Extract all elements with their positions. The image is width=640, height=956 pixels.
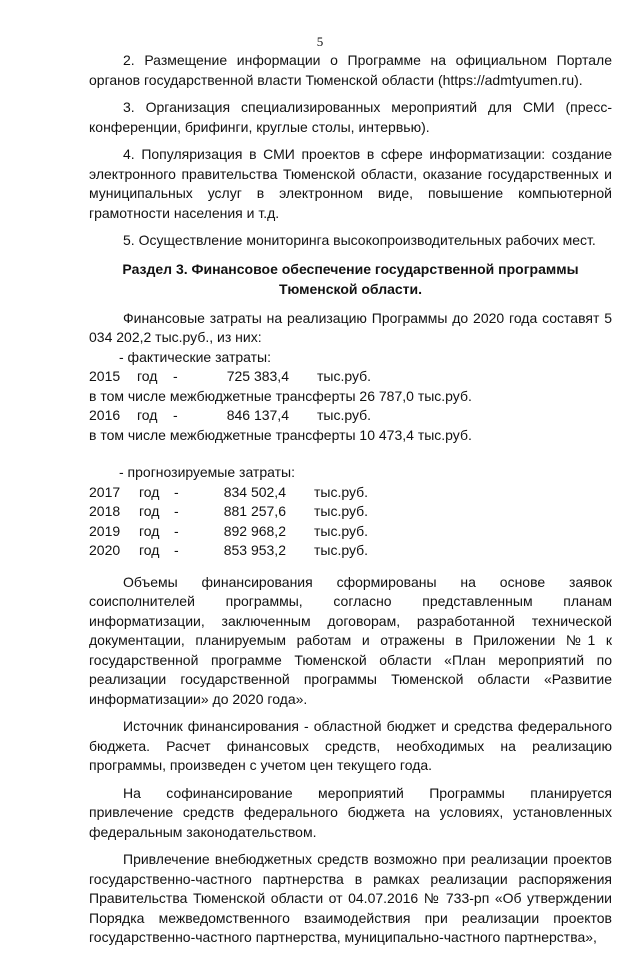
transfer-line-2015: в том числе межбюджетные трансферты 26 787,0 тыс.руб. [89, 387, 472, 404]
section-title-line-1: Раздел 3. Финансовое обеспечение государственной программы [122, 260, 579, 277]
cost-year: 2015 [89, 368, 121, 384]
cost-year-word: год [137, 368, 158, 384]
forecast-amount: 853 953,2 [223, 542, 286, 558]
cost-year: 2016 [89, 407, 121, 423]
section-title [89, 259, 612, 299]
cost-amount: 846 137,4 [226, 407, 289, 423]
forecast-row-2019 [89, 522, 612, 542]
list-item-3: 3. Организация специализированных мероприятий для СМИ (пресс-конференции, брифинги, круглые столы, интервью). [89, 99, 612, 135]
forecast-year: 2020 [89, 542, 121, 558]
forecast-amount: 834 502,4 [223, 483, 286, 500]
cost-row-2015 [89, 367, 612, 387]
cost-dash: - [173, 368, 178, 384]
forecast-amount: 881 257,6 [223, 503, 286, 519]
transfer-line-2016: в том числе межбюджетные трансферты 10 473,4 тыс.руб. [89, 426, 472, 443]
extrabudgetary-paragraph: Привлечение внебюджетных средств возможно при реализации проектов государственно-частного партнерства в рамках реализации распоряжения Правительства Тюменской области от 04.07.2016 № 733-рп «Об утверждении Порядка межведомственного взаимодействия при реализации проектов государственно-частного партнерства, муниципально-частного партнерства», [89, 851, 612, 945]
forecast-row-2018 [89, 502, 612, 522]
forecast-year: 2019 [89, 522, 121, 539]
page-number: 5 [316, 34, 324, 49]
forecast-year: 2017 [89, 483, 121, 500]
forecast-year-word: год [139, 522, 160, 539]
forecast-dash: - [174, 483, 179, 500]
finance-intro: Финансовые затраты на реализацию Программы до 2020 года составят 5 034 202,2 тыс.руб., из них: [89, 309, 612, 345]
actual-costs-heading: - фактические затраты: [119, 348, 272, 365]
financing-source-paragraph: Источник финансирования - областной бюджет и средства федерального бюджета. Расчет финансовых средств, необходимых на реализацию программы, произведен с учетом цен текущего года. [89, 718, 612, 773]
forecast-unit: тыс.руб. [314, 522, 369, 539]
list-item-4: 4. Популяризация в СМИ проектов в сфере информатизации: создание электронного правительства Тюменской области, оказание государственных и муниципальных услуг в электронном виде, повышение компьютерной грамотности населения и т.д. [89, 146, 612, 221]
forecast-year-word: год [139, 483, 160, 500]
cost-dash: - [173, 407, 178, 423]
forecast-year: 2018 [89, 503, 121, 519]
forecast-dash: - [174, 503, 179, 519]
forecast-year-word: год [139, 503, 160, 519]
forecast-unit: тыс.руб. [314, 503, 369, 519]
financing-volumes-paragraph: Объемы финансирования сформированы на основе заявок соисполнителей программы, согласно представленным планам информатизации, заключенным договорам, разработанной технической документации, планируемым работам и отражены в Приложении №1 к государственной программе Тюменской области «План мероприятий по реализации государственной программы Тюменской области «Развитие информатизации» до 2020 года». [89, 573, 612, 707]
forecast-unit: тыс.руб. [314, 483, 369, 500]
document-body [89, 51, 612, 956]
forecast-row-2020 [89, 541, 612, 561]
list-item-2: 2. Размещение информации о Программе на официальном Портале органов государственной власти Тюменской области (https://admtyumen.ru). [89, 52, 612, 88]
forecast-year-word: год [139, 542, 160, 558]
forecast-costs-heading: - прогнозируемые затраты: [119, 464, 295, 480]
forecast-unit: тыс.руб. [314, 542, 369, 558]
cost-unit: тыс.руб. [317, 368, 372, 384]
cost-unit: тыс.руб. [317, 407, 372, 423]
forecast-dash: - [174, 522, 179, 539]
cofinancing-paragraph: На софинансирование мероприятий Программы планируется привлечение средств федерального бюджета на условиях, установленных федеральным законодательством. [89, 784, 612, 840]
cost-year-word: год [137, 407, 158, 423]
cost-amount: 725 383,4 [226, 368, 289, 384]
cost-row-2016 [89, 406, 612, 426]
section-title-line-2: Тюменской области. [278, 280, 423, 297]
forecast-dash: - [174, 542, 179, 558]
list-item-5: 5. Осуществление мониторинга высокопроизводительных рабочих мест. [123, 232, 596, 248]
forecast-amount: 892 968,2 [223, 522, 286, 539]
forecast-row-2017 [89, 483, 612, 503]
